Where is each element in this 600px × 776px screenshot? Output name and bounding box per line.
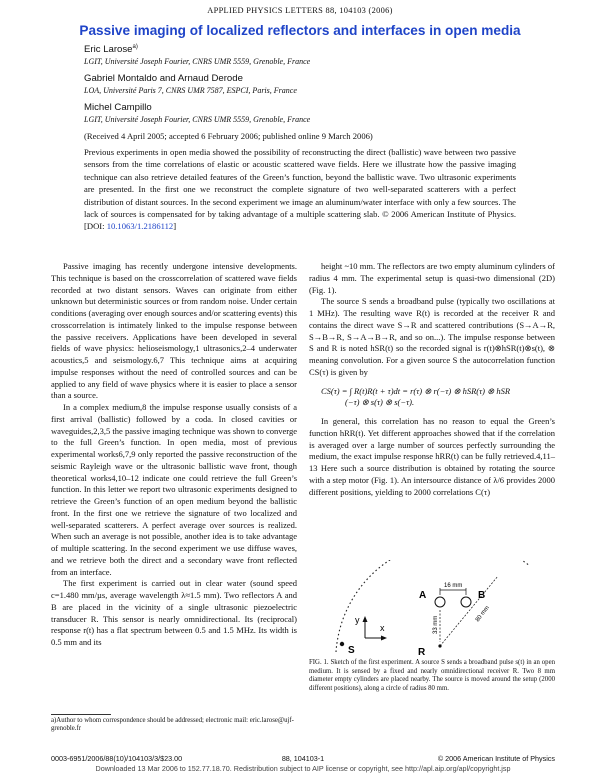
y-axis-label: y	[355, 615, 360, 625]
equation	[321, 386, 555, 410]
figure-1-sketch	[330, 560, 535, 656]
abstract-text: Previous experiments in open media showed the possibility of reconstructing the direct (ballistic) wave between two passive sensors from the time correlations of elastic or acoustic scattered wave fields. Here we illustrate how the passive imaging technique can also retrieve detailed features of the Green’s function, beyond the ballistic wave. Two ultrasonic experiments are presented. In the first one we reconstruct the complete signature of two well-separated scatterers with a perfect distribution of distant sources. In the second experiment we image an aluminum/water interface with only a few sources. The lack of sources is compensated for by taking advantage of a multiple scattering slab. © 2006 American Institute of Physics.	[84, 147, 516, 220]
doi-link[interactable]: 10.1063/1.2186112	[106, 221, 174, 232]
author-1	[84, 44, 138, 55]
author-1-name: Eric Larose	[84, 44, 133, 56]
affiliation-2: LOA, Université Paris 7, CNRS UMR 7587, ESPCI, Paris, France	[84, 86, 297, 95]
x-axis-arrowhead	[381, 636, 387, 641]
paragraph: The first experiment is carried out in clear water (sound speed c=1.480 mm/µs, average wavelength λ≈1.5 mm). Two reflectors A and B are placed in the vicinity of a single ultrasonic piezoelectric transducer R. This sensor is nearly omnidirectional. Its (reciprocal) response r(t) has a flat spectrum between 0.5 and 1.5 MHz. Its width is 0.5 mm and its	[51, 578, 297, 647]
footer-right: © 2006 American Institute of Physics	[437, 754, 555, 763]
doi-end: ]	[173, 221, 177, 232]
equation-line-1: CS(τ) = ∫ R(t)R(t + τ)dt = r(τ) ⊗ r(−τ) ⊗ hSR(τ) ⊗ hSR	[321, 385, 511, 396]
reflector-b	[461, 597, 471, 607]
dim-ra-label: 33 mm	[433, 615, 439, 634]
author-1-mark: a)	[132, 44, 138, 50]
reflector-b-label: B	[478, 590, 486, 601]
left-column	[51, 261, 297, 649]
received-dates: (Received 4 April 2005; accepted 6 February 2006; published online 9 March 2006)	[84, 131, 373, 141]
footer-page: 88, 104103-1	[281, 754, 325, 763]
download-notice[interactable]: Downloaded 13 Mar 2006 to 152.77.18.70. Redistribution subject to AIP license or copyright, see http://apl.aip.org/apl/copyright.jsp	[95, 764, 511, 773]
paragraph: Passive imaging has recently undergone intensive developments. This technique is based on the crosscorrelation of scattered wave fields recorded at two distant sensors. Waves can originate from either unknown but deterministic sources or from random noise. Under certain conditions (averaging over enough sources and/or scattering events) this crosscorrelation is intimately linked to the impulse response between the passive receivers. Applications have been developed in several fields of wave physics: helioseismology,1 ultrasonics,2–4 underwater acoustics,5 and seismology.6,7 This technique aims at acquiring impulse responses without the need of controlled sources and can be applied to any field of wave physics where it is easier to place a sensor than a source.	[51, 261, 297, 401]
paper-title: Passive imaging of localized reflectors and interfaces in open media	[79, 23, 521, 38]
source-s	[340, 642, 344, 646]
paragraph: In a complex medium,8 the impulse response usually consists of a first arrival (ballistic) followed by a coda. In closed cavities or waveguides,2,3,5 the passive imaging technique was shown to converge to the full Green’s function. In open media, most of previous experimental works6,7,9 only reported the passive reconstruction of the seismic Rayleigh wave or the ultrasonic ballistic wave front, though theoretical works4,10–12 indicate one could retrieve the full Green’s function. In this letter we report two ultrasonic experiments designed to retrieve the Green’s function of an open medium beyond the ballistic front. In the first one we retrieve the signature of two localized and well-separated scatterers. A perfect average over sources is realized. When such an average is not possible, another idea is to take advantage of multiple scattering. In the second experiment we use diffuse waves, and we retrieve both the direct and a secondary wave front reflected from an interface.	[51, 402, 297, 577]
source-s-label: S	[348, 645, 355, 656]
reflector-a	[435, 597, 445, 607]
footnote: a)Author to whom correspondence should be addressed; electronic mail: eric.larose@ujf-grenoble.fr	[51, 717, 294, 733]
footer-left: 0003-6951/2006/88(10)/104103/3/$23.00	[51, 754, 183, 763]
receiver-r-label: R	[418, 647, 426, 656]
author-3: Michel Campillo	[84, 102, 152, 113]
author-2: Gabriel Montaldo and Arnaud Derode	[84, 73, 243, 84]
running-head: APPLIED PHYSICS LETTERS 88, 104103 (2006)	[207, 6, 393, 15]
footnote-rule	[51, 714, 111, 715]
reflector-a-label: A	[419, 590, 427, 601]
x-axis-label: x	[380, 623, 385, 633]
doi-label: [DOI:	[84, 221, 107, 232]
y-axis-arrowhead	[363, 616, 368, 622]
equation-line-2: (−τ) ⊗ s(τ) ⊗ s(−τ).	[345, 397, 415, 408]
paragraph: The source S sends a broadband pulse (typically two oscillations at 1 MHz). The resulting wave R(t) is recorded at the receiver R and contains the direct wave S→R and scattered contributions (S→A→R, S→B→R, S→A→B→R, and so on...). The impulse response between S and R is noted hSR(t) so the recorded signal is r(t)⊗hSR(t)⊗s(t), ⊗ meaning convolution. For a given source S the autocorrelation function CS(τ) is given by	[309, 296, 555, 377]
figure-caption: FIG. 1. Sketch of the first experiment. A source S sends a broadband pulse s(t) in an open medium. It is sensed by a fixed and nearly omnidirectional receiver R. Two 8 mm diameter empty cylinders are placed nearby. The source is moved around the setup (2000 different positions), along a circle of radius 80 mm.	[309, 659, 555, 692]
affiliation-1: LGIT, Université Joseph Fourier, CNRS UMR 5559, Grenoble, France	[84, 57, 311, 66]
paragraph: In general, this correlation has no reason to equal the Green’s function hRR(t). Yet different approaches showed that if the correlation is averaged over a large number of sources perfectly surrounding the medium, the exact impulse response hRR(t) can be fully retrieved.4,11–13 Here such a source distribution is obtained by rotating the source with a step motor (Fig. 1). An intersource distance of λ/6 provides 2000 different positions, yielding to 2000 correlations C(τ)	[309, 416, 555, 497]
paragraph: height ~10 mm. The reflectors are two empty aluminum cylinders of radius 4 mm. The experimental setup is quasi-two dimensional (2D) (Fig. 1).	[309, 261, 555, 295]
dim-rs-label: 80 mm	[474, 605, 491, 624]
right-column	[309, 261, 555, 498]
abstract	[84, 146, 516, 233]
dim-ab-label: 16 mm	[444, 583, 463, 589]
affiliation-3: LGIT, Université Joseph Fourier, CNRS UMR 5559, Grenoble, France	[84, 115, 311, 124]
